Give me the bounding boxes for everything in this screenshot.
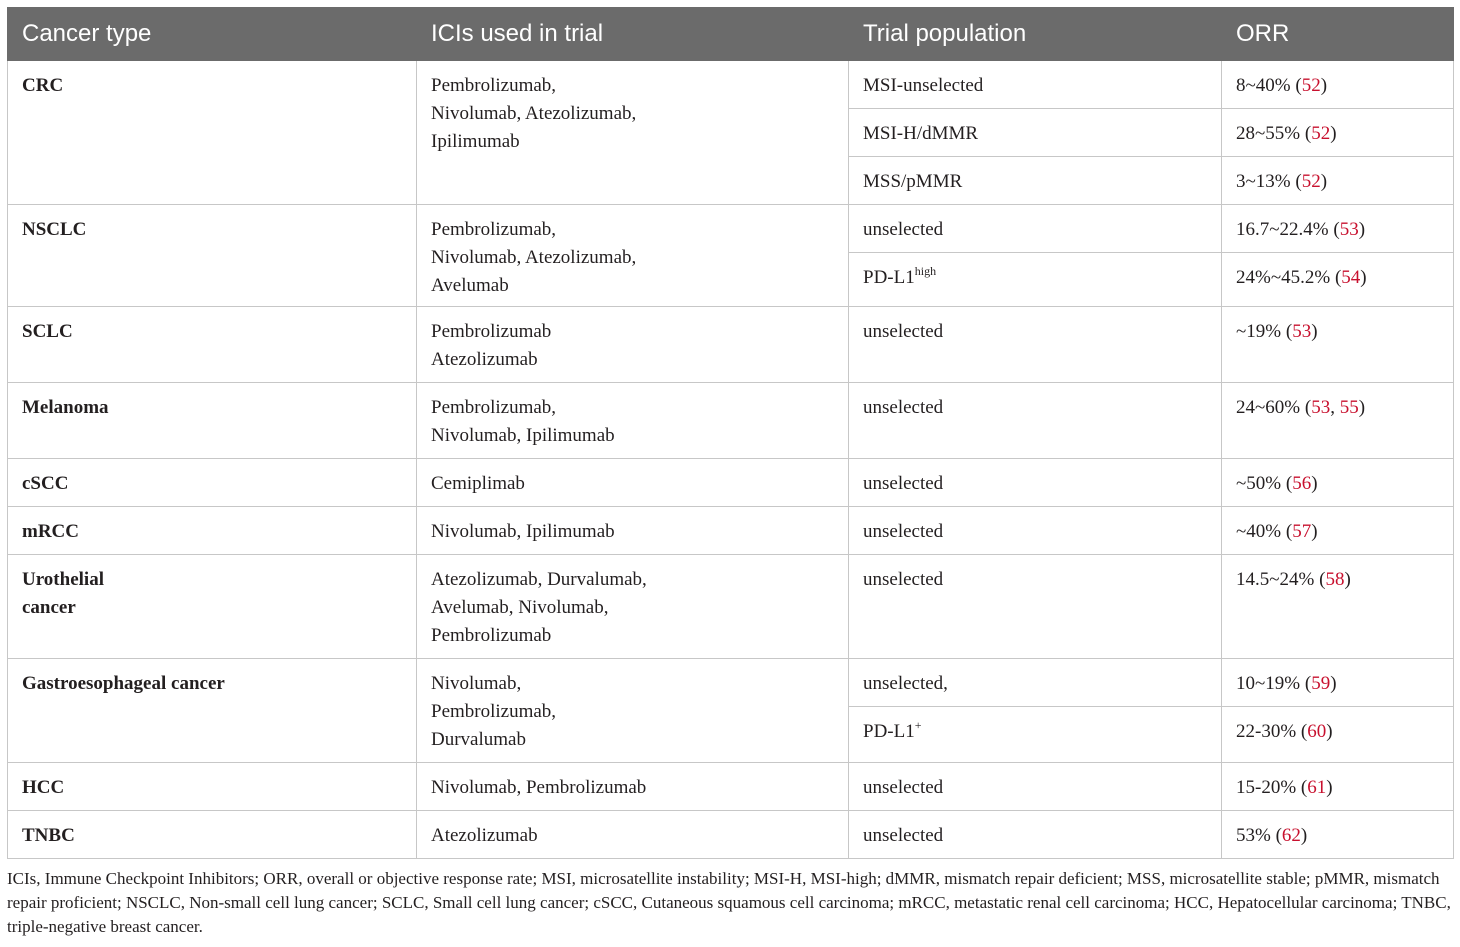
cancer-type-cell	[8, 507, 417, 555]
table-row	[8, 811, 1454, 859]
population-text: MSI-unselected	[863, 75, 984, 96]
orr-cell: ~40% (57)	[1222, 507, 1454, 555]
reference-link[interactable]: 59	[1311, 673, 1331, 694]
cancer-type-cell	[8, 459, 417, 507]
population-text: unselected	[863, 473, 944, 494]
orr-value: 10~19%	[1236, 673, 1301, 694]
reference-link[interactable]: 62	[1281, 825, 1301, 846]
ici-drug-text: Pembrolizumab,	[431, 397, 557, 418]
reference-link[interactable]: 55	[1339, 397, 1359, 418]
orr-cell: ~19% (53)	[1222, 307, 1454, 383]
orr-value: ~19%	[1236, 321, 1282, 342]
cancer-type-cell	[8, 659, 417, 763]
table-row	[8, 507, 1454, 555]
ici-drug-text: Pembrolizumab	[431, 321, 552, 342]
population-text: unselected	[863, 569, 944, 590]
population-text: unselected,	[863, 673, 948, 694]
trial-population-cell	[849, 659, 1222, 707]
reference-link[interactable]: 52	[1301, 171, 1321, 192]
ici-drug-text: Avelumab, Nivolumab,	[431, 597, 609, 618]
cancer-type-text: TNBC	[22, 825, 75, 846]
orr-cell: 16.7~22.4% (53)	[1222, 205, 1454, 253]
trial-population-cell	[849, 707, 1222, 763]
orr-value: 3~13%	[1236, 171, 1291, 192]
orr-value: 22-30%	[1236, 721, 1297, 742]
orr-value: 8~40%	[1236, 75, 1291, 96]
population-superscript: high	[914, 264, 937, 278]
ici-drug-text: Nivolumab, Atezolizumab,	[431, 247, 637, 268]
data-table-container	[7, 7, 1453, 859]
table-row	[8, 459, 1454, 507]
trial-population-cell	[849, 459, 1222, 507]
cancer-type-cell	[8, 811, 417, 859]
population-text: PD-L1	[863, 721, 915, 742]
trial-population-cell	[849, 109, 1222, 157]
table-row	[8, 763, 1454, 811]
population-text: unselected	[863, 825, 944, 846]
header-orr: ORR	[1222, 8, 1454, 61]
population-text: unselected	[863, 219, 944, 240]
orr-value: 16.7~22.4%	[1236, 219, 1329, 240]
orr-value: 24%~45.2%	[1236, 267, 1331, 288]
cancer-type-text: NSCLC	[22, 219, 87, 240]
icis-cell	[417, 555, 849, 659]
reference-link[interactable]: 53	[1292, 321, 1312, 342]
reference-link[interactable]: 57	[1292, 521, 1312, 542]
reference-link[interactable]: 53	[1311, 397, 1331, 418]
orr-value: 14.5~24%	[1236, 569, 1315, 590]
orr-cell: 14.5~24% (58)	[1222, 555, 1454, 659]
ici-drug-text: Nivolumab, Ipilimumab	[431, 425, 615, 446]
population-text: unselected	[863, 397, 944, 418]
cancer-type-cell	[8, 383, 417, 459]
trial-population-cell	[849, 507, 1222, 555]
trial-population-cell	[849, 811, 1222, 859]
population-text: unselected	[863, 321, 944, 342]
reference-link[interactable]: 52	[1311, 123, 1331, 144]
icis-cell	[417, 383, 849, 459]
reference-link[interactable]: 53	[1339, 219, 1359, 240]
orr-cell: 28~55% (52)	[1222, 109, 1454, 157]
cancer-type-text: SCLC	[22, 321, 73, 342]
cancer-type-text: mRCC	[22, 521, 79, 542]
orr-value: ~50%	[1236, 473, 1282, 494]
orr-value: 28~55%	[1236, 123, 1301, 144]
population-text: unselected	[863, 777, 944, 798]
table-row	[8, 307, 1454, 383]
header-trial-population: Trial population	[849, 8, 1222, 61]
cancer-type-cell	[8, 763, 417, 811]
ici-drug-text: Atezolizumab	[431, 825, 538, 846]
population-text: MSI-H/dMMR	[863, 123, 979, 144]
trial-population-cell	[849, 555, 1222, 659]
reference-link[interactable]: 56	[1292, 473, 1312, 494]
ici-drug-text: Atezolizumab, Durvalumab,	[431, 569, 647, 590]
cancer-type-text: cancer	[22, 597, 76, 618]
orr-cell: 24~60% (53, 55)	[1222, 383, 1454, 459]
icis-cell	[417, 205, 849, 307]
orr-cell: 10~19% (59)	[1222, 659, 1454, 707]
icis-cell	[417, 459, 849, 507]
ici-drug-text: Pembrolizumab,	[431, 219, 557, 240]
reference-link[interactable]: 61	[1307, 777, 1327, 798]
reference-link[interactable]: 60	[1307, 721, 1327, 742]
trial-population-cell	[849, 61, 1222, 109]
icis-cell	[417, 61, 849, 205]
cancer-type-cell	[8, 61, 417, 205]
population-superscript: +	[914, 718, 922, 732]
ici-drug-text: Nivolumab,	[431, 673, 522, 694]
orr-cell: 24%~45.2% (54)	[1222, 253, 1454, 307]
table-row	[8, 383, 1454, 459]
table-row	[8, 555, 1454, 659]
ici-drug-text: Ipilimumab	[431, 131, 520, 152]
orr-value: 24~60%	[1236, 397, 1301, 418]
icis-cell	[417, 763, 849, 811]
ici-drug-text: Atezolizumab	[431, 349, 538, 370]
population-text: unselected	[863, 521, 944, 542]
orr-value: ~40%	[1236, 521, 1282, 542]
trial-population-cell	[849, 253, 1222, 307]
orr-cell: 3~13% (52)	[1222, 157, 1454, 205]
ici-trials-table	[7, 7, 1454, 859]
orr-cell: 22-30% (60)	[1222, 707, 1454, 763]
table-row	[8, 659, 1454, 707]
reference-link[interactable]: 58	[1325, 569, 1345, 590]
ici-drug-text: Nivolumab, Pembrolizumab	[431, 777, 647, 798]
cancer-type-text: Gastroesophageal cancer	[22, 673, 225, 694]
ici-drug-text: Nivolumab, Atezolizumab,	[431, 103, 637, 124]
cancer-type-text: CRC	[22, 75, 64, 96]
trial-population-cell	[849, 383, 1222, 459]
icis-cell	[417, 307, 849, 383]
icis-cell	[417, 811, 849, 859]
trial-population-cell	[849, 205, 1222, 253]
orr-value: 15-20%	[1236, 777, 1297, 798]
ici-drug-text: Pembrolizumab,	[431, 701, 557, 722]
ici-drug-text: Pembrolizumab,	[431, 75, 557, 96]
reference-link[interactable]: 52	[1301, 75, 1321, 96]
table-row	[8, 61, 1454, 109]
cancer-type-text: cSCC	[22, 473, 69, 494]
icis-cell	[417, 659, 849, 763]
population-text: PD-L1	[863, 267, 915, 288]
reference-link[interactable]: 54	[1341, 267, 1361, 288]
orr-cell: 8~40% (52)	[1222, 61, 1454, 109]
ici-drug-text: Cemiplimab	[431, 473, 525, 494]
cancer-type-cell	[8, 555, 417, 659]
cancer-type-cell	[8, 307, 417, 383]
ici-drug-text: Pembrolizumab	[431, 625, 552, 646]
cancer-type-cell	[8, 205, 417, 307]
header-row	[8, 8, 1454, 61]
trial-population-cell	[849, 763, 1222, 811]
population-text: MSS/pMMR	[863, 171, 963, 192]
orr-value: 53%	[1236, 825, 1271, 846]
cancer-type-text: Melanoma	[22, 397, 109, 418]
cancer-type-text: HCC	[22, 777, 65, 798]
table-row	[8, 205, 1454, 253]
orr-cell: 53% (62)	[1222, 811, 1454, 859]
ici-drug-text: Durvalumab	[431, 729, 526, 750]
orr-cell: 15-20% (61)	[1222, 763, 1454, 811]
cancer-type-text: Urothelial	[22, 569, 104, 590]
ici-drug-text: Nivolumab, Ipilimumab	[431, 521, 615, 542]
orr-cell: ~50% (56)	[1222, 459, 1454, 507]
header-icis: ICIs used in trial	[417, 8, 849, 61]
header-cancer-type: Cancer type	[8, 8, 417, 61]
ici-drug-text: Avelumab	[431, 275, 509, 296]
icis-cell	[417, 507, 849, 555]
trial-population-cell	[849, 157, 1222, 205]
trial-population-cell	[849, 307, 1222, 383]
table-footnote: ICIs, Immune Checkpoint Inhibitors; ORR, overall or objective response rate; MSI, microsatellite instability; MSI-H, MSI-high; dMMR, mismatch repair deficient; MSS, microsatellite stable; pMMR, mismatch repair proficient; NSCLC, Non-small cell lung cancer; SCLC, Small cell lung cancer; cSCC, Cutaneous squamous cell carcinoma; mRCC, metastatic renal cell carcinoma; HCC, Hepatocellular carcinoma; TNBC, triple-negative breast cancer.	[7, 869, 1451, 936]
